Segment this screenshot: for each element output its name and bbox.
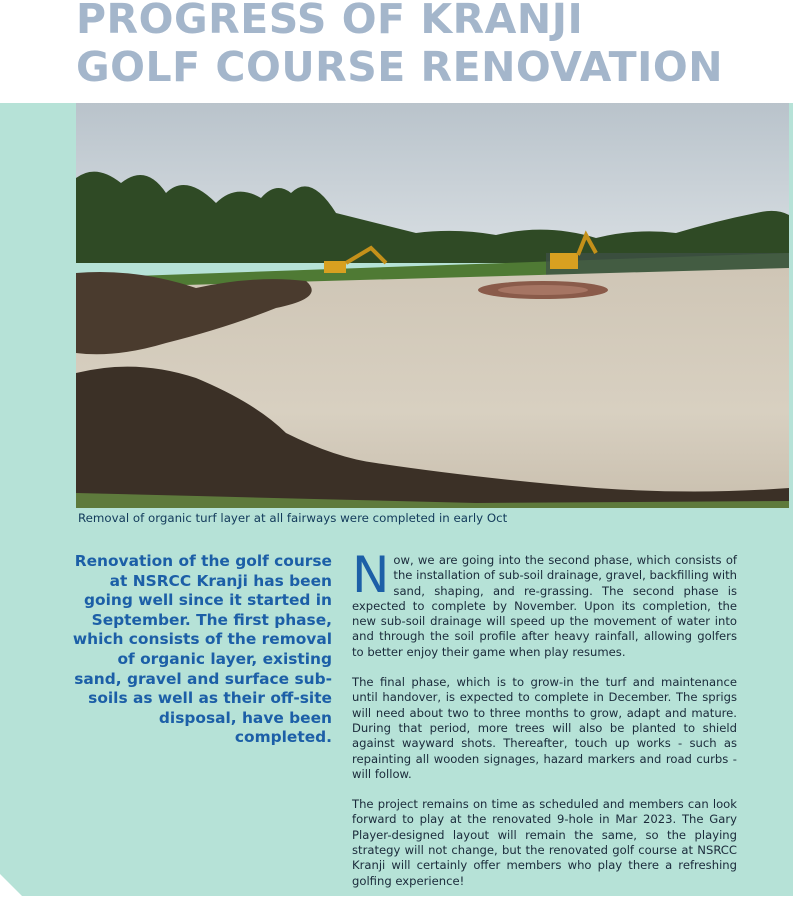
page-corner-fold (0, 874, 22, 896)
paragraph-2: The final phase, which is to grow-in the turf and maintenance until handover, is expected to complete in December. The sprigs will need about two to three months to grow, adapt and mature. During that period, more trees will also be planted to shield against wayward shots. Thereafter, touch up works - such as repainting all wooden signages, hazard markers and road curbs - will follow. (352, 675, 737, 781)
golf-course-photo (76, 103, 789, 508)
paragraph-1 (352, 546, 737, 660)
paragraph-3: The project remains on time as scheduled and members can look forward to play at the renovated 9-hole in Mar 2023. The Gary Player-designed layout will remain the same, so the playing strategy will not change, but the renovated golf course at NSRCC Kranji will certainly offer members who play there a refreshing golfing experience! (352, 797, 737, 888)
paragraph-1-text: ow, we are going into the second phase, which consists of the installation of sub-soil drainage, gravel, backfilling with sand, shaping, and re-grassing. The second phase is expected to complete by November. Upon its completion, the new sub-soil drainage will speed up the movement of water into and through the soil profile after heavy rainfall, allowing golfers to better enjoy their game when play resumes. (352, 553, 737, 659)
drop-cap: N (352, 546, 390, 604)
article-body (352, 546, 737, 904)
page-title-line-1: PROGRESS OF KRANJI (76, 0, 584, 43)
photo-caption: Removal of organic turf layer at all fairways were completed in early Oct (78, 511, 508, 525)
intro-pull-quote: Renovation of the golf course at NSRCC Kranji has been going well since it started in September. The first phase, which consists of the removal of organic layer, existing sand, gravel and surface sub-soils as well as their off-site disposal, have been completed. (72, 552, 332, 747)
page-header (0, 0, 793, 103)
bunker-inner (498, 285, 588, 295)
page-title-line-2: GOLF COURSE RENOVATION (76, 43, 724, 91)
